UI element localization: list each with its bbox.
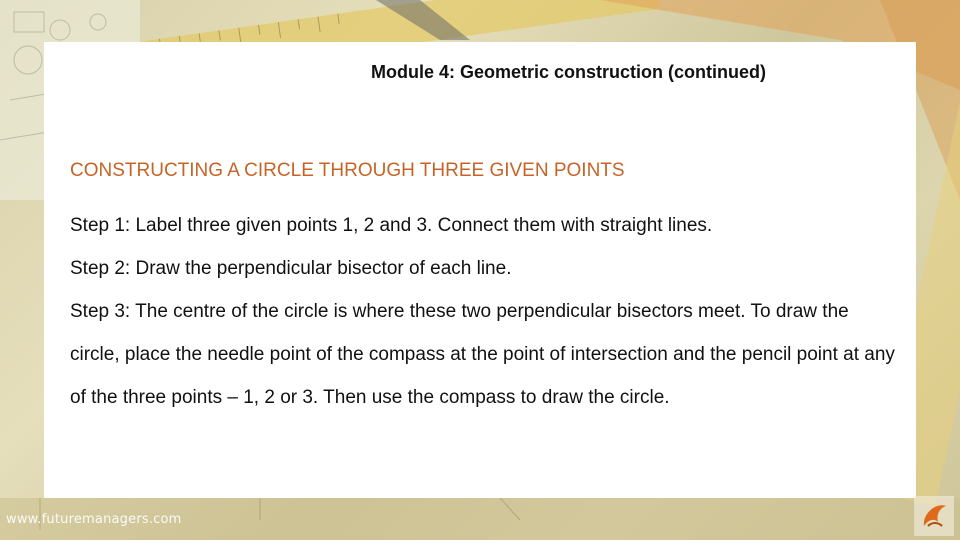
footer-website-link[interactable]: www.futuremanagers.com xyxy=(6,512,182,527)
logo-mark-icon xyxy=(914,496,954,536)
step-1-text: Step 1: Label three given points 1, 2 and 3. Connect them with straight lines. xyxy=(70,215,713,236)
slide-body xyxy=(70,160,900,419)
step-2-text: Step 2: Draw the perpendicular bisector of each line. xyxy=(70,258,512,279)
section-heading: CONSTRUCTING A CIRCLE THROUGH THREE GIVEN POINTS xyxy=(70,160,625,181)
step-3-text: Step 3: The centre of the circle is where these two perpendicular bisectors meet. To draw the circle, place the needle point of the compass at the point of intersection and the pencil point at any of the three points – 1, 2 or 3. Then use the compass to draw the circle. xyxy=(70,301,895,408)
slide-title: Module 4: Geometric construction (continued) xyxy=(371,62,767,82)
future-managers-logo-icon xyxy=(914,496,954,536)
